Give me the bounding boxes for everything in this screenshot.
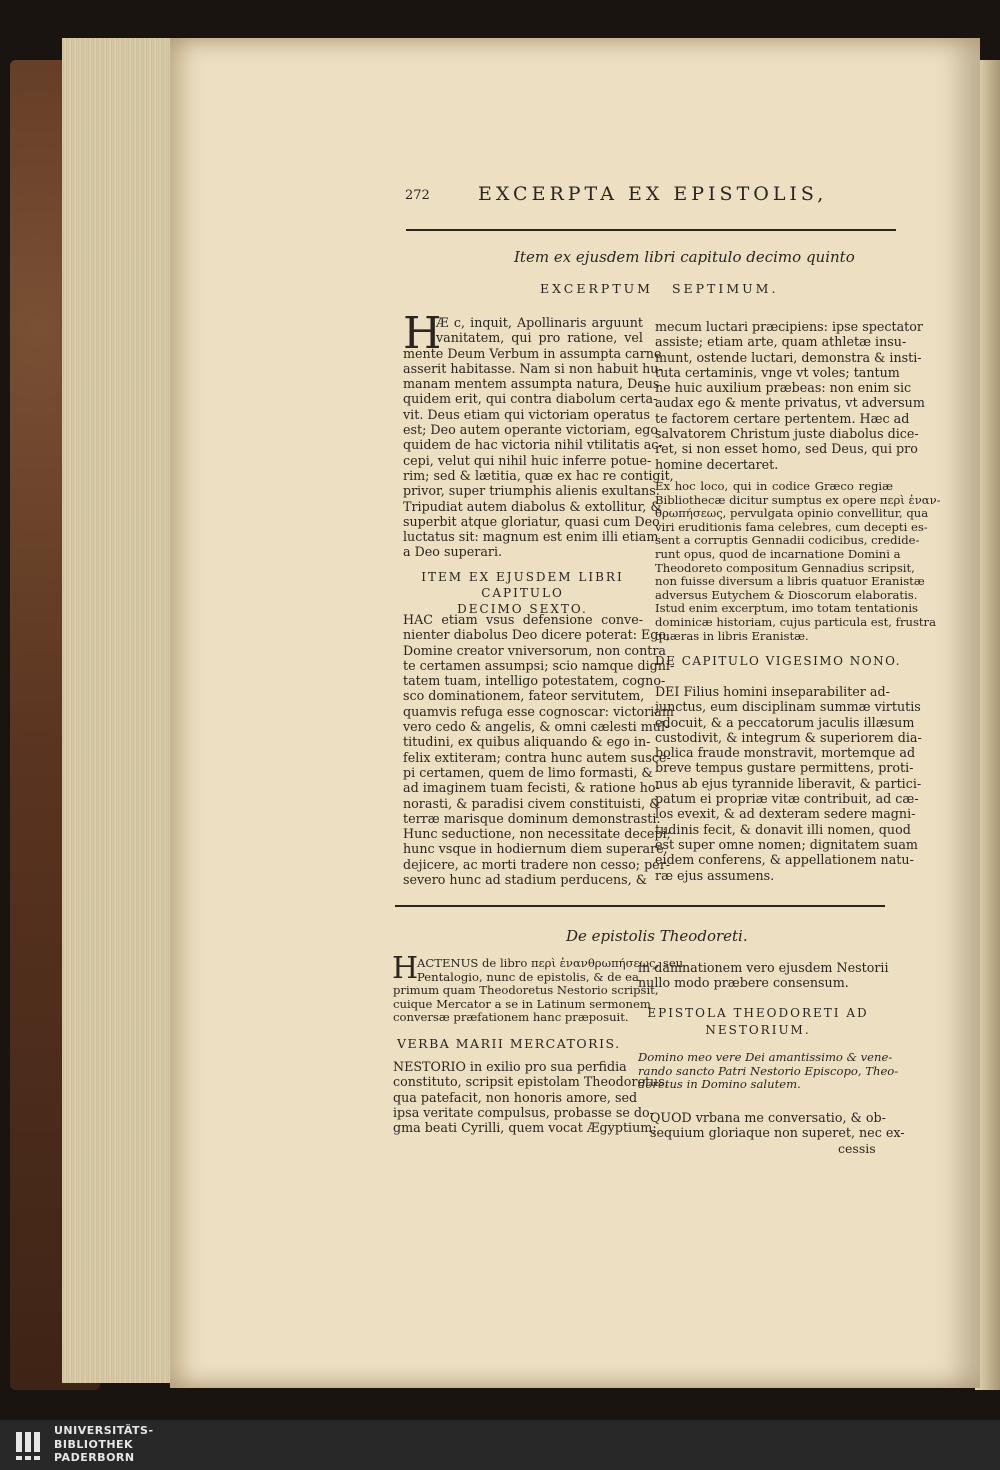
text-line: viri eruditionis fama celebres, cum decepti es-	[655, 519, 928, 534]
text-line: vero cedo & angelis, & omni cælesti mul-	[403, 719, 670, 735]
text-line: Theodoreto compositum Gennadius scripsit,	[655, 560, 915, 575]
text-line: los evexit, & ad dexteram sedere magni-	[655, 806, 916, 822]
text-line: severo hunc ad stadium perducens, &	[403, 872, 648, 888]
text-line: sent a corruptis Gennadii codicibus, credide-	[655, 533, 920, 548]
col1-para1-b	[403, 345, 674, 560]
b-col2-para1	[638, 960, 889, 991]
text-line: Pentalogio, nunc de epistolis, & de ea	[417, 969, 639, 984]
text-line: est super omne nomen; dignitatem suam	[655, 836, 918, 852]
text-line: nus ab ejus tyrannide liberavit, & partici-	[655, 775, 922, 791]
text-line: ræ ejus assumens.	[655, 867, 775, 883]
text-line: sco dominationem, fateor servitutem,	[403, 688, 645, 704]
text-line: sequium gloriaque non superet, nec ex-	[650, 1125, 905, 1141]
text-line: adversus Eutychem & Dioscorum elaboratis.	[655, 587, 918, 602]
text-line: quidem de hac victoria nihil vtilitatis ac-	[403, 437, 663, 453]
text-line: titudini, ex quibus aliquando & ego in-	[403, 734, 651, 750]
text-line: Istud enim excerptum, imo totam tentationis	[655, 601, 918, 616]
text-line: ad imaginem tuam fecisti, & ratione ho-	[403, 780, 660, 796]
text-line: tudinis fecit, & donavit illi nomen, quod	[655, 821, 911, 837]
catchword: cessis	[838, 1141, 876, 1156]
text-line: bolica fraude monstravit, mortemque ad	[655, 745, 916, 761]
text-line: assiste; etiam arte, quam athletæ insu-	[655, 334, 907, 350]
text-line: QUOD vrbana me conversatio, & ob-	[650, 1110, 886, 1125]
text-line: vit. Deus etiam qui victoriam operatus	[403, 406, 650, 422]
text-line: Tripudiat autem diabolus & extollitur, &	[403, 498, 662, 514]
text-line: mente Deum Verbum in assumpta carne	[403, 345, 662, 361]
b-col1-para1-a	[417, 956, 684, 984]
text-line: breve tempus gustare permittens, proti-	[655, 760, 914, 776]
text-line: salvatorem Christum juste diabolus dice-	[655, 426, 919, 442]
text-line: constituto, scripsit epistolam Theodoretus,	[393, 1074, 669, 1090]
text-line: Æ c, inquit, Apollinaris arguunt	[436, 315, 643, 330]
text-line: eidem conferens, & appellationem natu-	[655, 852, 914, 868]
text-line: non fuisse diversum a libris quatuor Eranistæ	[655, 574, 925, 589]
col2-heading: DE CAPITULO VIGESIMO NONO.	[655, 654, 902, 668]
text-line: superbit atque gloriatur, quasi cum Deo	[403, 513, 660, 529]
text-line: te certamen assumpsi; scio namque digni-	[403, 657, 675, 673]
drop-cap-2: H	[392, 951, 419, 986]
text-line: dominicæ historiam, cujus particula est, frustra	[655, 614, 937, 629]
text-line: custodivit, & integrum & superiorem dia-	[655, 729, 922, 745]
text-line: ret, si non esset homo, sed Deus, qui pro	[655, 441, 918, 457]
b-col1-para2	[393, 1059, 669, 1136]
text-line: nullo modo præbere consensum.	[638, 975, 849, 991]
text-line: ne huic auxilium præbeas: non enim sic	[655, 380, 912, 396]
text-line: vanitatem, qui pro ratione, vel	[436, 330, 643, 346]
col1-heading: ITEM EX EJUSDEM LIBRI CAPITULO DECIMO SEXTO.	[421, 570, 624, 616]
text-line: primum quam Theodoretus Nestorio scripsit,	[393, 983, 659, 998]
b-col1-heading: VERBA MARII MERCATORIS.	[397, 1036, 621, 1051]
text-line: quamvis refuga esse cognoscar: victoriam	[403, 703, 674, 719]
text-line: conversæ præfationem hanc præposuit.	[393, 1010, 629, 1025]
section-title-2: De epistolis Theodoreti.	[566, 927, 748, 945]
text-line: audax ego & mente privatus, vt adversum	[655, 395, 925, 411]
section-rule	[395, 905, 885, 907]
b-col2-heading: EPISTOLA THEODORETI AD NESTORIUM.	[647, 1006, 869, 1037]
text-line: terræ marisque dominum demonstrasti.	[403, 810, 661, 826]
text-line: manam mentem assumpta natura, Deus	[403, 376, 660, 392]
text-line: asserit habitasse. Nam si non habuit hu-	[403, 360, 663, 376]
col2-para1	[655, 319, 925, 472]
text-line: ACTENUS de libro περὶ ἐνανθρωπήσεως, seu	[417, 956, 684, 970]
header-rule	[406, 229, 896, 231]
text-line: tatem tuam, intelligo potestatem, cogno-	[403, 673, 666, 689]
text-line: luctatus sit: magnum est enim illi etiam	[403, 529, 659, 545]
text-line: est; Deo autem operante victoriam, ego	[403, 422, 659, 438]
text-line: homine decertaret.	[655, 456, 779, 472]
text-line: edocuit, & a peccatorum jaculis illæsum	[655, 714, 915, 730]
col1-para2	[403, 612, 675, 888]
page-edges	[62, 38, 182, 1383]
b-col2-salutation	[638, 1050, 899, 1092]
text-line: Ex hoc loco, qui in codice Græco regiæ	[655, 479, 893, 493]
text-line: patum ei propriæ vitæ contribuit, ad cæ-	[655, 791, 919, 807]
section-subtitle-1: EXCERPTUM SEPTIMUM.	[540, 281, 779, 296]
text-line: doretus in Domino salutem.	[638, 1077, 801, 1092]
text-line: ipsa veritate compulsus, probasse se do-	[393, 1104, 654, 1120]
page-number: 272	[405, 188, 430, 203]
text-line: munt, ostende luctari, demonstra & insti-	[655, 349, 922, 365]
text-line: privor, super triumphis alienis exultans.	[403, 483, 660, 499]
text-line: quæras in libris Eranistæ.	[655, 628, 809, 643]
text-line: a Deo superari.	[403, 544, 503, 560]
library-name: UNIVERSITÄTS- BIBLIOTHEK PADERBORN	[54, 1424, 154, 1464]
library-logo-icon	[14, 1430, 44, 1462]
text-line: mecum luctari præcipiens: ipse spectator	[655, 319, 923, 334]
text-line: nienter diabolus Deo dicere poterat: Ego,	[403, 627, 671, 643]
col2-note	[655, 479, 941, 643]
text-line: Hunc seductione, non necessitate decepi;	[403, 826, 671, 842]
text-line: NESTORIO in exilio pro sua perfidia	[393, 1059, 627, 1074]
text-line: Domine creator vniversorum, non contra	[403, 642, 666, 658]
text-line: Domino meo vere Dei amantissimo & vene-	[638, 1050, 893, 1064]
text-line: norasti, & paradisi civem constituisti, &	[403, 795, 661, 811]
text-line: felix extiteram; contra hunc autem susce-	[403, 749, 671, 765]
text-line: cepi, velut qui nihil huic inferre potue-	[403, 452, 652, 468]
text-line: HAC etiam vsus defensione conve-	[403, 612, 643, 627]
text-line: θρωπήσεως, pervulgata opinio convellitur, qua	[655, 506, 929, 521]
col2-para2	[655, 684, 922, 883]
text-line: rim; sed & lætitia, quæ ex hac re contigit,	[403, 467, 674, 483]
col1-para1-a	[436, 315, 643, 346]
text-line: te factorem certare pertentem. Hæc ad	[655, 410, 910, 426]
text-line: tuta certaminis, vnge vt voles; tantum	[655, 364, 900, 380]
b-col2-para2	[650, 1110, 905, 1141]
text-line: Bibliothecæ dicitur sumptus ex opere περὶ ἐναν-	[655, 492, 941, 507]
b-col1-para1-b	[393, 983, 659, 1025]
text-line: hunc vsque in hodiernum diem superare,	[403, 841, 668, 857]
library-footer	[0, 1420, 1000, 1470]
text-line: runt opus, quod de incarnatione Domini a	[655, 546, 901, 561]
text-line: cuique Mercator a se in Latinum sermonem	[393, 996, 651, 1011]
running-head: EXCERPTA EX EPISTOLIS,	[478, 183, 828, 205]
text-line: gma beati Cyrilli, quem vocat Ægyptium;	[393, 1120, 657, 1136]
section-title-1: Item ex ejusdem libri capitulo decimo quinto	[514, 248, 855, 266]
text-line: junctus, eum disciplinam summæ virtutis	[655, 699, 921, 715]
text-line: quidem erit, qui contra diabolum certa-	[403, 391, 658, 407]
text-line: DEI Filius homini inseparabiliter ad-	[655, 684, 890, 699]
text-line: rando sancto Patri Nestorio Episcopo, Theo-	[638, 1063, 899, 1078]
text-line: pi certamen, quem de limo formasti, &	[403, 764, 653, 780]
text-line: qua patefacit, non honoris amore, sed	[393, 1089, 638, 1105]
text-line: in damnationem vero ejusdem Nestorii	[638, 960, 889, 975]
drop-cap: H	[403, 308, 442, 359]
text-line: dejicere, ac morti tradere non cesso; per-	[403, 856, 671, 872]
